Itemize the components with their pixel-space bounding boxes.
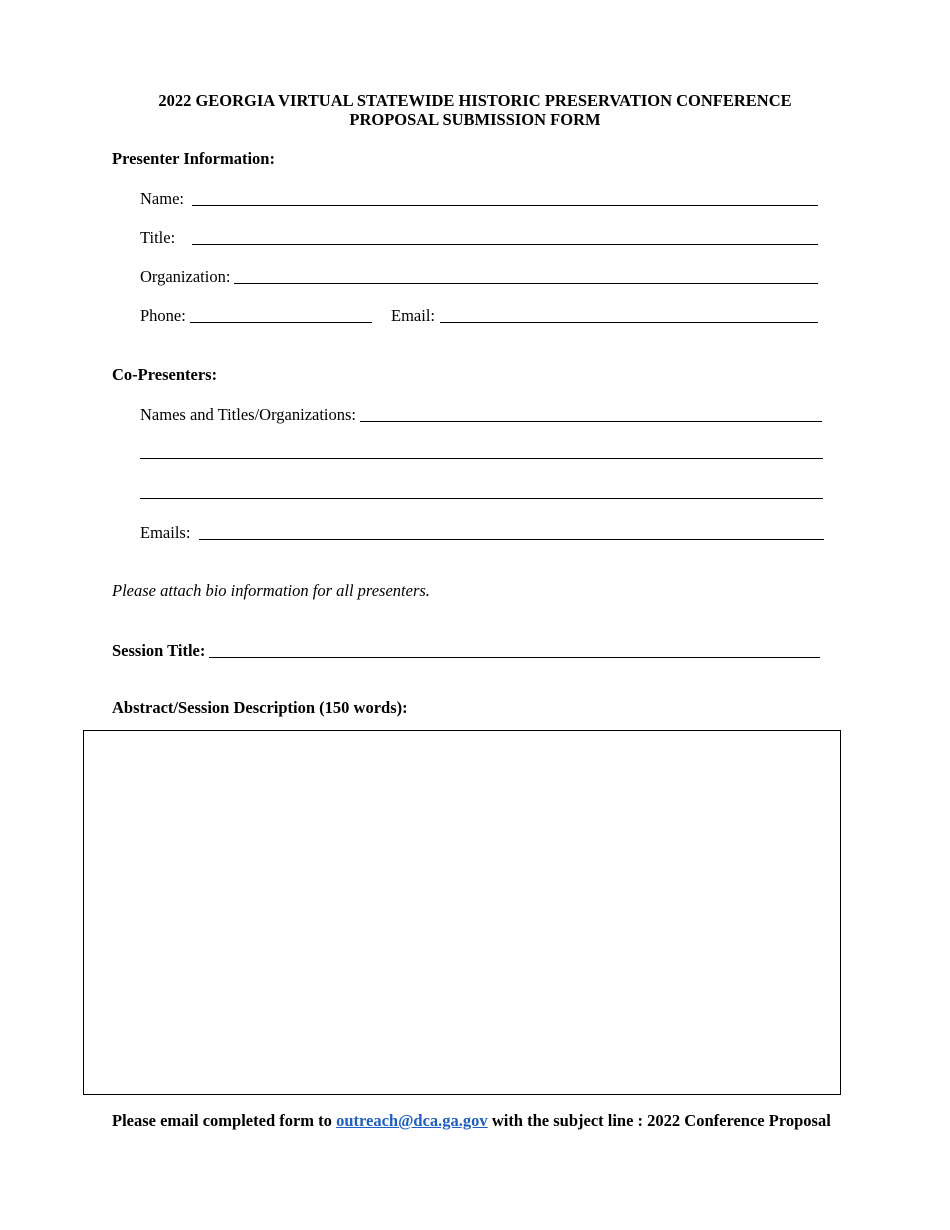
bio-note: Please attach bio information for all presenters. bbox=[112, 581, 430, 600]
presenter-heading: Presenter Information: bbox=[112, 149, 275, 168]
copresenter-names-row bbox=[140, 403, 822, 425]
title-row bbox=[140, 226, 818, 248]
form-title-line-1: 2022 GEORGIA VIRTUAL STATEWIDE HISTORIC PRESERVATION CONFERENCE bbox=[158, 91, 792, 110]
email-field[interactable] bbox=[440, 306, 818, 323]
organization-field[interactable] bbox=[234, 267, 818, 284]
copresenter-emails-label: Emails: bbox=[140, 523, 191, 542]
name-label: Name: bbox=[140, 189, 184, 208]
organization-label: Organization: bbox=[140, 267, 231, 286]
copresenter-emails-field[interactable] bbox=[199, 523, 824, 540]
submission-instructions bbox=[112, 1110, 832, 1131]
copresenter-names-line-2[interactable] bbox=[140, 457, 823, 459]
session-title-row bbox=[112, 639, 820, 661]
phone-label: Phone: bbox=[140, 306, 186, 325]
phone-row bbox=[140, 304, 372, 326]
name-row bbox=[140, 187, 818, 209]
name-field[interactable] bbox=[192, 189, 818, 206]
copresenter-emails-row bbox=[140, 521, 824, 543]
copresenters-heading: Co-Presenters: bbox=[112, 365, 218, 384]
footer-text-before: Please email completed form to bbox=[112, 1111, 337, 1130]
abstract-heading: Abstract/Session Description (150 words): bbox=[112, 698, 408, 717]
organization-row bbox=[140, 265, 818, 287]
email-row bbox=[391, 304, 818, 326]
copresenter-names-label: Names and Titles/Organizations: bbox=[140, 405, 357, 424]
copresenter-names-field[interactable] bbox=[360, 405, 822, 422]
form-title-line-2: PROPOSAL SUBMISSION FORM bbox=[349, 110, 601, 129]
phone-field[interactable] bbox=[190, 306, 372, 323]
abstract-textbox[interactable] bbox=[83, 730, 841, 1095]
copresenter-names-line-3[interactable] bbox=[140, 497, 823, 499]
session-title-label: Session Title: bbox=[112, 641, 206, 660]
session-title-field[interactable] bbox=[209, 641, 820, 658]
email-label: Email: bbox=[391, 306, 435, 325]
outreach-email-link[interactable]: outreach@dca.ga.gov bbox=[336, 1111, 488, 1130]
title-label: Title: bbox=[140, 228, 176, 247]
footer-text-after: with the subject line : 2022 Conference Proposal bbox=[487, 1111, 831, 1130]
title-field[interactable] bbox=[192, 228, 818, 245]
